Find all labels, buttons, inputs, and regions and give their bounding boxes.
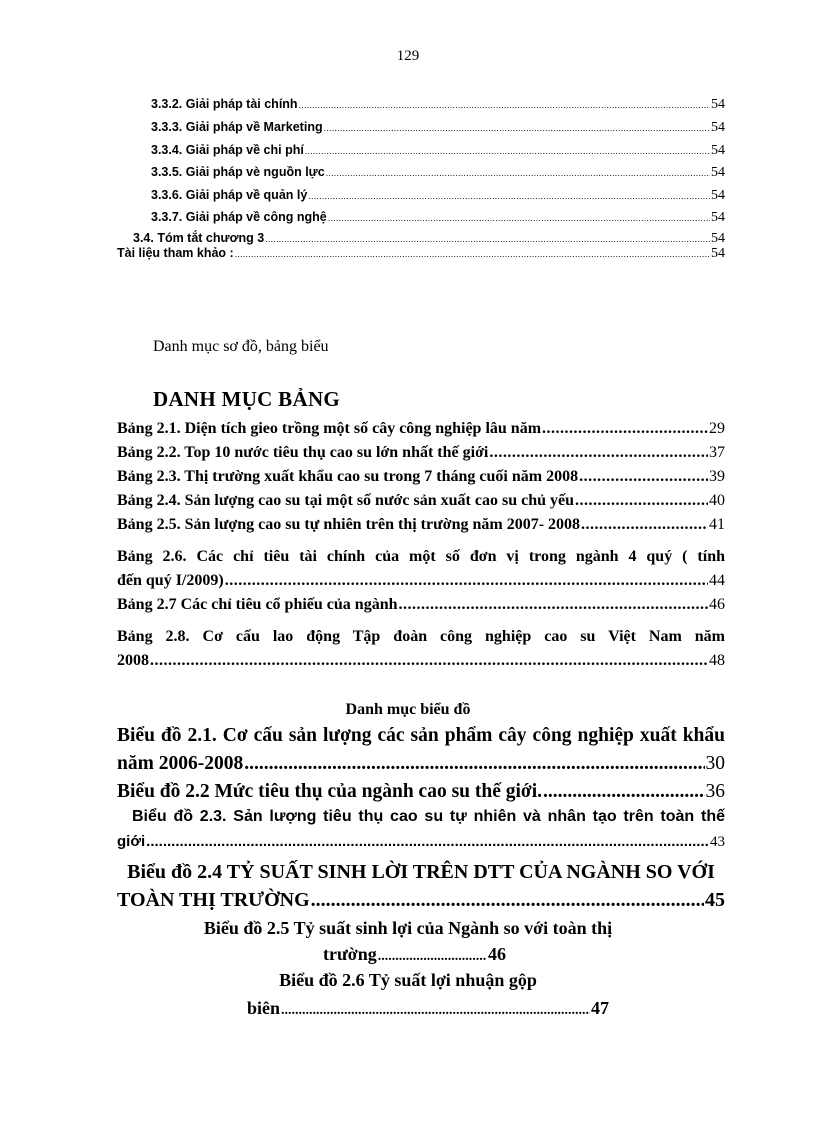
chart-entry-label: năm 2006-2008 [117, 753, 244, 774]
toc-entry[interactable] [151, 164, 725, 182]
charts-heading: Danh mục biểu đồ [345, 701, 471, 718]
table-entry-page: 40 [709, 492, 725, 509]
table-entry[interactable] [117, 513, 725, 537]
chart-entry-label: trường [323, 944, 377, 964]
chart-entry[interactable] [247, 998, 609, 1019]
table-entry-label: Bảng 2.5. Sản lượng cao su tự nhiên trên thị trường năm 2007- 2008 [117, 516, 581, 533]
toc-entry-label: 3.3.2. Giải pháp tài chính [151, 97, 298, 111]
chart-entry-page: 45 [705, 889, 725, 911]
chart-entry-label: Biểu đồ 2.2 Mức tiêu thụ của ngành cao su thế giới. [117, 781, 543, 802]
toc-entry[interactable] [151, 209, 725, 227]
table-entry-label: Bảng 2.4. Sản lượng cao su tại một số nước sản xuất cao su chủ yếu [117, 492, 574, 509]
chart-entry-page: 46 [488, 944, 506, 964]
table-entry-page: 37 [709, 444, 725, 461]
toc-entry-label: 3.3.5. Giải pháp vè nguồn lực [151, 165, 325, 179]
table-entry-page: 39 [709, 468, 725, 485]
toc-entry-label: 3.3.4. Giải pháp về chi phí [151, 143, 304, 157]
table-entry[interactable] [117, 465, 725, 489]
table-entry-line1[interactable]: Bảng 2.8. Cơ cấu lao động Tập đoàn công nghiệp cao su Việt Nam năm [117, 628, 725, 645]
table-entry[interactable] [117, 649, 725, 673]
list-caption: Danh mục sơ đồ, bảng biểu [153, 338, 329, 355]
table-entry-page: 41 [709, 516, 725, 533]
table-entry-page: 44 [709, 572, 725, 589]
table-entry-label: Bảng 2.7 Các chỉ tiêu cổ phiếu của ngành [117, 596, 398, 613]
chart-entry[interactable] [117, 889, 725, 912]
table-entry-page: 29 [709, 420, 725, 437]
toc-entry[interactable] [151, 119, 725, 137]
toc-entry-page: 54 [711, 143, 725, 158]
toc-entry-page: 54 [711, 210, 725, 225]
toc-entry-page: 54 [711, 231, 725, 246]
table-entry-label: đến quý I/2009) [117, 572, 224, 589]
toc-entry-page: 54 [711, 246, 725, 261]
chart-entry[interactable] [117, 781, 725, 803]
chart-entry-line1[interactable]: Biểu đồ 2.6 Tỷ suất lợi nhuận gộp [279, 970, 537, 990]
chart-entry-page: 36 [705, 781, 725, 802]
chart-entry-label: giới [117, 833, 146, 850]
table-entry[interactable] [117, 569, 725, 593]
table-entry-label: Bảng 2.1. Diện tích gieo trồng một số cây công nghiệp lâu năm [117, 420, 542, 437]
table-entry-line1[interactable]: Bảng 2.6. Các chỉ tiêu tài chính của một số đơn vị trong ngành 4 quý ( tính [117, 548, 725, 565]
toc-entry[interactable] [151, 142, 725, 160]
table-entry-label: Bảng 2.2. Top 10 nước tiêu thụ cao su lớn nhất thế giới [117, 444, 489, 461]
toc-entry-label: 3.3.7. Giải pháp về công nghệ [151, 210, 327, 224]
chart-entry-label: biên [247, 998, 281, 1018]
toc-entry[interactable] [151, 187, 725, 205]
chart-entry-line1[interactable]: Biểu đồ 2.3. Sản lượng tiêu thụ cao su tự nhiên và nhân tạo trên toàn thế [132, 808, 725, 825]
chart-entry-page: 43 [710, 834, 725, 850]
chart-entry-line1[interactable]: Biểu đồ 2.4 TỶ SUẤT SINH LỜI TRÊN DTT CỦA NGÀNH SO VỚI [127, 861, 715, 883]
toc-entry-page: 54 [711, 120, 725, 135]
table-entry[interactable] [117, 441, 725, 465]
chart-entry-line1[interactable]: Biểu đồ 2.5 Tỷ suất sinh lợi của Ngành so với toàn thị [203, 918, 613, 938]
chart-entry-label: TOÀN THỊ TRƯỜNG [117, 889, 310, 911]
toc-entry-page: 54 [711, 165, 725, 180]
tables-heading: DANH MỤC BẢNG [153, 387, 341, 411]
table-entry[interactable] [117, 593, 725, 617]
toc-entry-label: 3.3.3. Giải pháp về Marketing [151, 120, 323, 134]
toc-entry-page: 54 [711, 188, 725, 203]
toc-entry-label: 3.4. Tóm tắt chương 3 [133, 231, 265, 245]
table-entry-page: 48 [709, 652, 725, 669]
table-entry-label: 2008 [117, 652, 149, 669]
chart-entry-page: 47 [591, 998, 609, 1018]
chart-entry[interactable] [117, 833, 725, 851]
table-entry[interactable] [117, 417, 725, 441]
toc-entry[interactable] [151, 96, 725, 114]
table-entry-label: Bảng 2.3. Thị trường xuất khẩu cao su trong 7 tháng cuối năm 2008 [117, 468, 579, 485]
toc-entry-label: 3.3.6. Giải pháp về quản lý [151, 188, 308, 202]
chart-entry[interactable] [323, 944, 506, 965]
table-entry[interactable] [117, 489, 725, 513]
chart-entry[interactable] [117, 753, 725, 775]
toc-entry[interactable] [117, 245, 725, 263]
page-number: 129 [396, 48, 420, 64]
table-entry-page: 46 [709, 596, 725, 613]
chart-entry-line1[interactable]: Biểu đồ 2.1. Cơ cấu sản lượng các sản phẩm cây công nghiệp xuất khẩu [117, 725, 725, 746]
toc-entry-label: Tài liệu tham khảo : [117, 246, 234, 260]
chart-entry-page: 30 [705, 753, 725, 774]
toc-entry-page: 54 [711, 97, 725, 112]
